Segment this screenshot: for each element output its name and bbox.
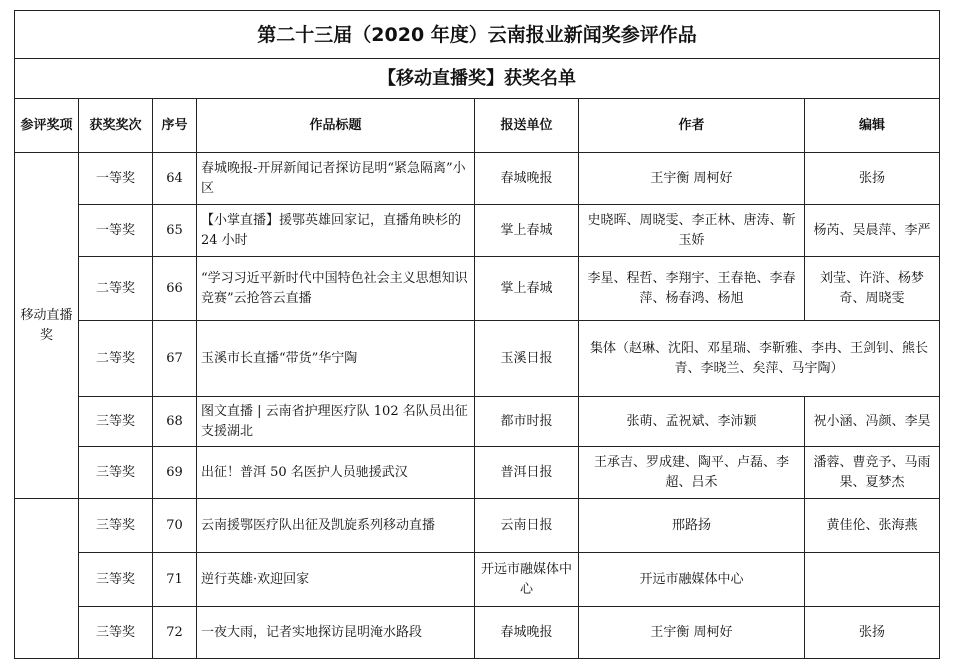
header-editor: 编辑 [805,99,940,153]
title-cell: 一夜大雨，记者实地探访昆明淹水路段 [197,607,475,659]
award-table [14,10,940,659]
header-number: 序号 [153,99,197,153]
award-cell: 二等奖 [79,321,153,397]
category-cell: 移动直播奖 [15,153,79,499]
title-cell: “学习习近平新时代中国特色社会主义思想知识竞赛”云抢答云直播 [197,257,475,321]
author-cell: 开远市融媒体中心 [579,553,805,607]
editor-cell: 杨芮、吴晨萍、李严 [805,205,940,257]
editor-cell: 张扬 [805,607,940,659]
unit-cell: 春城晚报 [475,153,579,205]
table-row [15,607,940,659]
table-row [15,397,940,447]
author-cell: 王宇衡 周柯好 [579,153,805,205]
author-cell: 史晓晖、周晓雯、李正林、唐涛、靳玉娇 [579,205,805,257]
title-cell: 逆行英雄·欢迎回家 [197,553,475,607]
editor-cell: 刘莹、许浒、杨梦奇、周晓雯 [805,257,940,321]
unit-cell: 云南日报 [475,499,579,553]
table-row [15,257,940,321]
number-cell: 64 [153,153,197,205]
author-cell: 王承吉、罗成建、陶平、卢磊、李超、吕禾 [579,447,805,499]
header-author: 作者 [579,99,805,153]
table-row [15,321,940,397]
award-cell: 三等奖 [79,397,153,447]
number-cell: 67 [153,321,197,397]
document-subtitle: 【移动直播奖】获奖名单 [15,59,940,99]
number-cell: 68 [153,397,197,447]
author-cell: 集体（赵琳、沈阳、邓星瑞、李靳雅、李冉、王剑钊、熊长青、李晓兰、矣萍、马宇陶） [579,321,940,397]
number-cell: 70 [153,499,197,553]
table-row [15,553,940,607]
table-row [15,499,940,553]
number-cell: 69 [153,447,197,499]
author-cell: 王宇衡 周柯好 [579,607,805,659]
unit-cell: 玉溪日报 [475,321,579,397]
header-award: 获奖奖次 [79,99,153,153]
editor-cell: 潘蓉、曹竞予、马雨果、夏梦杰 [805,447,940,499]
author-cell: 李星、程哲、李翔宇、王春艳、李春萍、杨春鸿、杨旭 [579,257,805,321]
header-unit: 报送单位 [475,99,579,153]
unit-cell: 开远市融媒体中心 [475,553,579,607]
document-title: 第二十三届（2020 年度）云南报业新闻奖参评作品 [15,11,940,59]
author-cell: 张萌、孟祝斌、李沛颖 [579,397,805,447]
award-list-sheet [14,10,939,660]
author-cell: 邢路扬 [579,499,805,553]
award-cell: 一等奖 [79,153,153,205]
title-cell: 玉溪市长直播“带货”华宁陶 [197,321,475,397]
number-cell: 71 [153,553,197,607]
editor-cell: 祝小涵、冯颜、李昊 [805,397,940,447]
category-cell-empty [15,499,79,659]
table-row [15,447,940,499]
unit-cell: 春城晚报 [475,607,579,659]
table-header-row [15,99,940,153]
award-cell: 三等奖 [79,447,153,499]
unit-cell: 普洱日报 [475,447,579,499]
number-cell: 66 [153,257,197,321]
award-cell: 三等奖 [79,553,153,607]
table-row [15,153,940,205]
title-cell: 【小掌直播】援鄂英雄回家记，直播角映杉的 24 小时 [197,205,475,257]
number-cell: 65 [153,205,197,257]
number-cell: 72 [153,607,197,659]
unit-cell: 都市时报 [475,397,579,447]
header-category: 参评奖项 [15,99,79,153]
unit-cell: 掌上春城 [475,257,579,321]
unit-cell: 掌上春城 [475,205,579,257]
award-cell: 一等奖 [79,205,153,257]
title-cell: 云南援鄂医疗队出征及凯旋系列移动直播 [197,499,475,553]
title-cell: 春城晚报-开屏新闻记者探访昆明“紧急隔离”小区 [197,153,475,205]
award-cell: 三等奖 [79,607,153,659]
editor-cell: 黄佳伦、张海燕 [805,499,940,553]
editor-cell: 张扬 [805,153,940,205]
award-cell: 二等奖 [79,257,153,321]
table-row [15,205,940,257]
header-title: 作品标题 [197,99,475,153]
editor-cell [805,553,940,607]
title-cell: 出征！普洱 50 名医护人员驰援武汉 [197,447,475,499]
title-cell: 图文直播 | 云南省护理医疗队 102 名队员出征支援湖北 [197,397,475,447]
award-cell: 三等奖 [79,499,153,553]
